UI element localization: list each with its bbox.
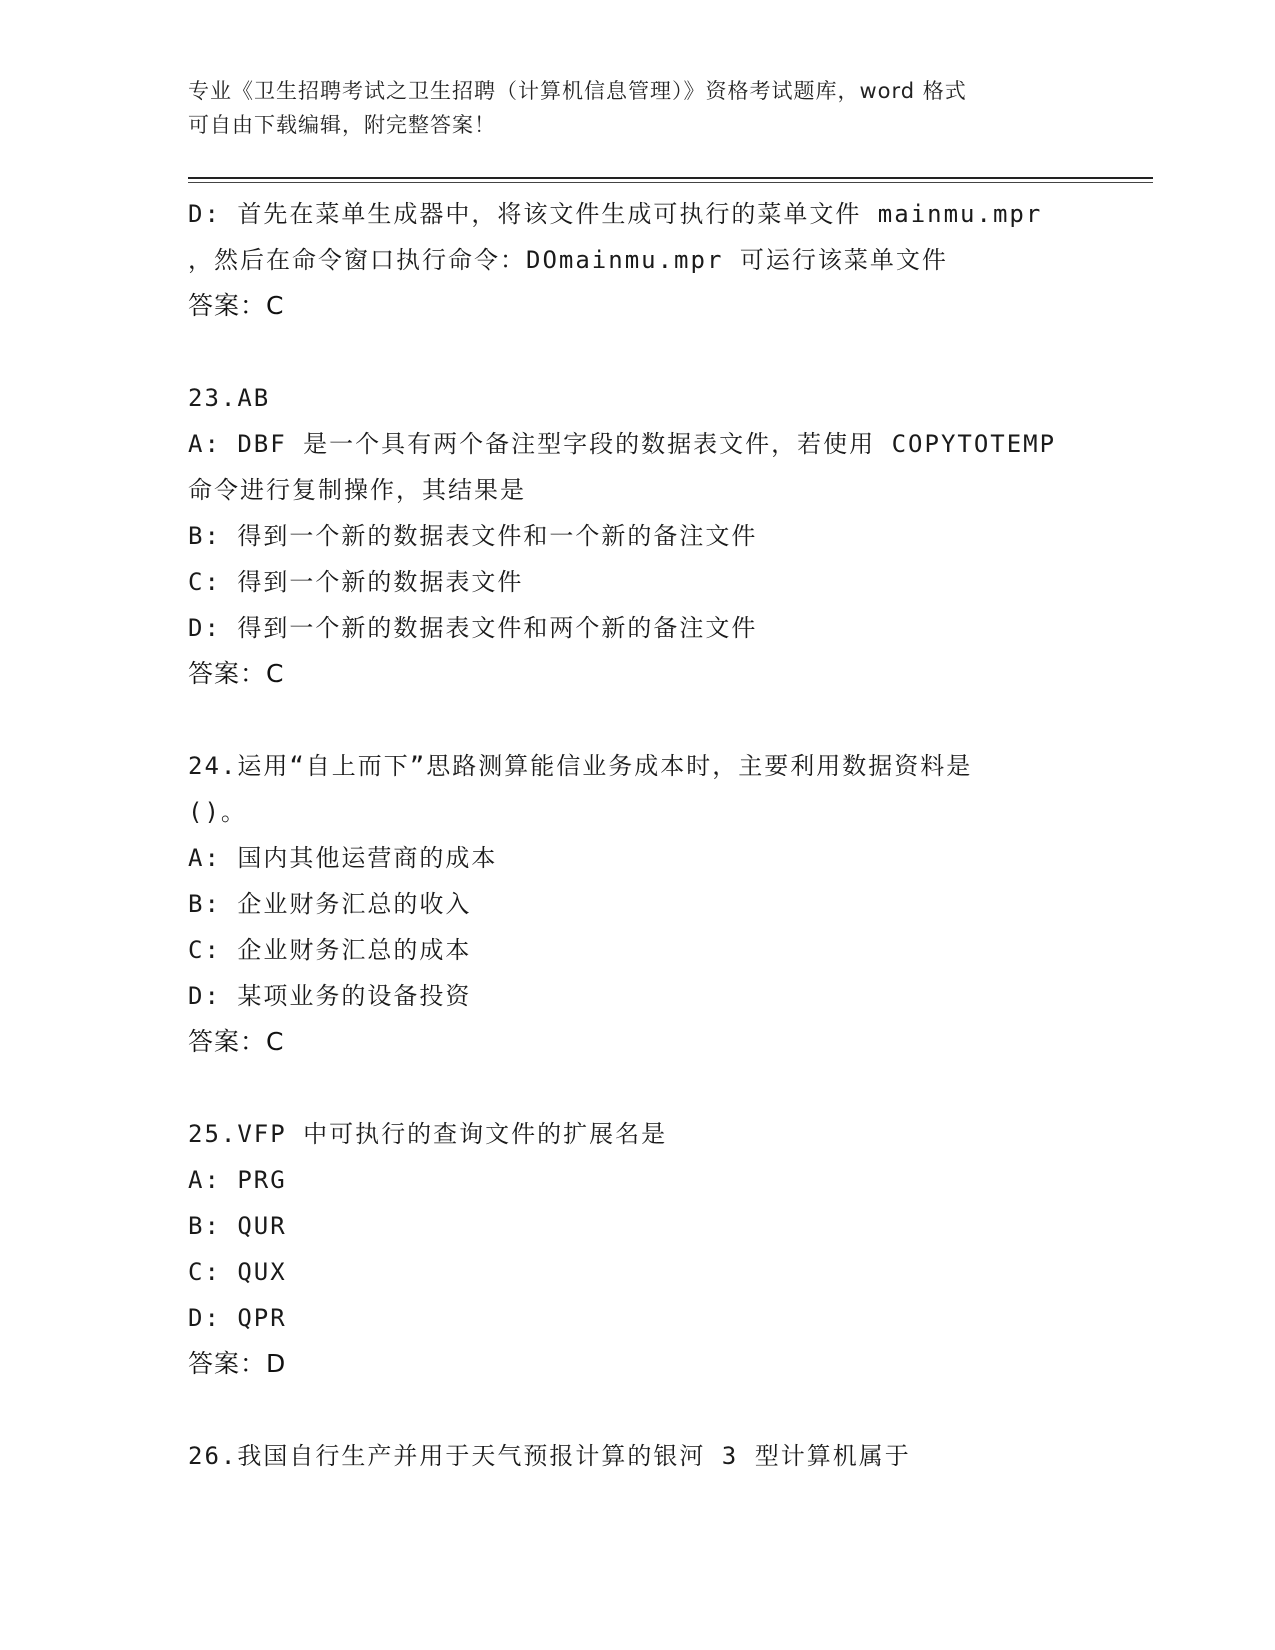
question-26-stem: 26.我国自行生产并用于天气预报计算的银河 3 型计算机属于 <box>188 1442 911 1470</box>
question-22-option-d-line-2: ，然后在命令窗口执行命令：DOmainmu.mpr 可运行该菜单文件 <box>188 246 948 274</box>
question-22-tail <box>188 191 1088 329</box>
question-23-option-a-line-2: 命令进行复制操作，其结果是 <box>188 476 526 504</box>
header-title-line-2: 可自由下载编辑，附完整答案！ <box>188 113 496 137</box>
question-22-option-d-line-1: D: 首先在菜单生成器中，将该文件生成可执行的菜单文件 mainmu.mpr <box>188 200 1043 228</box>
question-25-option-d: D: QPR <box>188 1304 287 1332</box>
question-25-stem: 25.VFP 中可执行的查询文件的扩展名是 <box>188 1120 668 1148</box>
question-22-answer: 答案：C <box>188 291 285 320</box>
question-24-answer: 答案：C <box>188 1027 285 1056</box>
question-24-stem-line-2: ()。 <box>188 798 247 826</box>
spacer <box>188 1065 1088 1111</box>
question-23-option-c: C: 得到一个新的数据表文件 <box>188 568 524 596</box>
question-25-option-a: A: PRG <box>188 1166 287 1194</box>
question-24-option-d: D: 某项业务的设备投资 <box>188 982 472 1010</box>
question-24-option-a: A: 国内其他运营商的成本 <box>188 844 498 872</box>
question-23 <box>188 375 1088 697</box>
question-24-option-c: C: 企业财务汇总的成本 <box>188 936 472 964</box>
question-25-answer: 答案：D <box>188 1349 287 1378</box>
question-23-answer: 答案：C <box>188 659 285 688</box>
header-title-line-1: 专业《卫生招聘考试之卫生招聘（计算机信息管理）》资格考试题库，word 格式 <box>188 79 967 103</box>
question-25 <box>188 1111 1088 1387</box>
spacer <box>188 697 1088 743</box>
document-body <box>188 191 1088 1479</box>
question-23-option-d: D: 得到一个新的数据表文件和两个新的备注文件 <box>188 614 758 642</box>
question-26 <box>188 1433 1088 1479</box>
question-25-option-b: B: QUR <box>188 1212 287 1240</box>
header-divider-thin <box>188 182 1153 183</box>
question-25-option-c: C: QUX <box>188 1258 287 1286</box>
page-header <box>188 74 1088 142</box>
question-24-option-b: B: 企业财务汇总的收入 <box>188 890 472 918</box>
spacer <box>188 329 1088 375</box>
question-23-option-b: B: 得到一个新的数据表文件和一个新的备注文件 <box>188 522 758 550</box>
question-23-option-a-line-1: A: DBF 是一个具有两个备注型字段的数据表文件，若使用 COPYTOTEMP <box>188 430 1057 458</box>
spacer <box>188 1387 1088 1433</box>
question-24 <box>188 743 1088 1065</box>
question-24-stem-line-1: 24.运用“自上而下”思路测算能信业务成本时，主要利用数据资料是 <box>188 752 973 780</box>
header-divider-thick <box>188 177 1153 179</box>
question-23-stem: 23.AB <box>188 384 271 412</box>
